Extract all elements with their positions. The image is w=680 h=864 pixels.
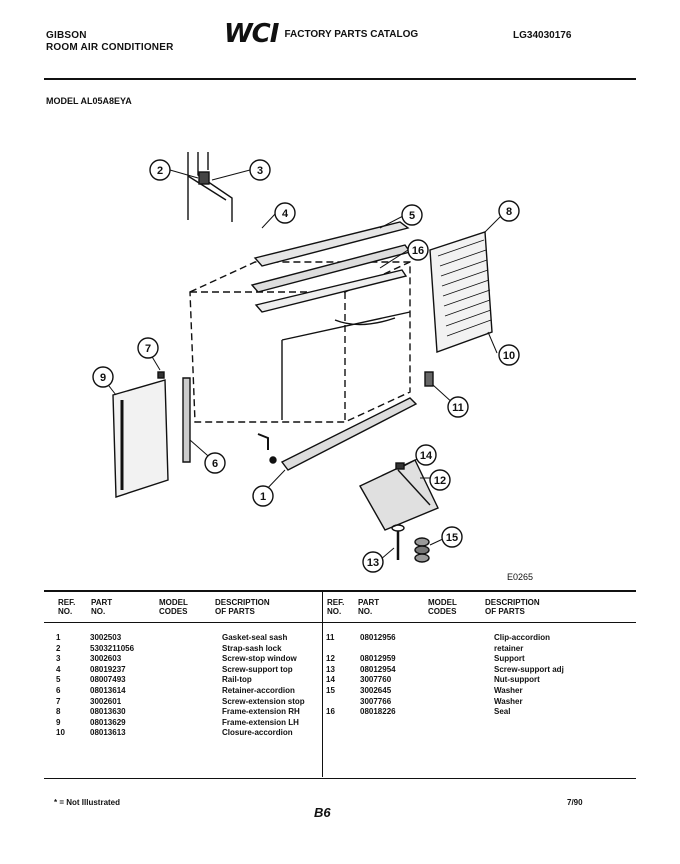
parts-cell-desc: Support [494,654,525,664]
parts-cell-desc: Nut-support [494,675,540,685]
table-top-rule [44,590,636,592]
parts-row [54,686,344,697]
retainer-accordion [183,378,190,462]
callout-number: 14 [419,450,433,462]
parts-cell-code [432,707,492,718]
col-head-ref-left: REF. NO. [58,598,76,616]
model-label: MODEL AL05A8EYA [46,96,132,106]
parts-cell-desc: Frame-extension RH [222,707,300,717]
stop-screw [158,372,164,378]
parts-row [54,633,344,644]
parts-cell-code [160,675,220,686]
parts-cell-part: 3007760 [360,675,392,685]
col-head-desc-left: DESCRIPTION OF PARTS [215,598,270,616]
parts-cell-code [160,728,220,739]
callout-7 [138,338,158,358]
product-name: ROOM AIR CONDITIONER [46,42,174,53]
parts-cell-ref [324,644,358,655]
parts-cell-code [432,686,492,697]
callout-14 [416,445,436,465]
col-head-model-right: MODEL CODES [428,598,457,616]
parts-cell-ref: 1 [56,633,61,642]
parts-cell-ref: 5 [56,675,61,685]
not-illustrated-note: * = Not Illustrated [54,798,121,807]
bottom-gasket [282,398,416,470]
callout-number: 6 [211,458,219,470]
parts-cell-part: 08012956 [360,633,396,642]
table-header-rule [44,622,636,623]
parts-row [54,707,344,718]
callout-number: 9 [99,372,107,384]
diagram-code: E0265 [507,572,534,582]
parts-cell-ref: 9 [56,717,61,727]
parts-row [324,675,596,686]
callout-number: 10 [502,350,516,362]
parts-cell-part: 08019237 [90,664,126,674]
table-bottom-rule [44,778,636,779]
parts-cell-desc: retainer [494,643,524,653]
top-rail [255,222,408,266]
callout-4 [275,203,295,223]
parts-row [324,644,596,655]
parts-cell-ref: 6 [56,685,61,695]
nut-stack-2 [415,546,429,554]
callout-12 [430,470,450,490]
parts-cell-desc: Screw-extension stop [222,696,305,706]
parts-cell-ref: 10 [56,728,65,738]
callout-number: 11 [452,402,464,414]
callout-number: 13 [366,557,380,569]
col-head-part-right: PART NO. [358,598,380,616]
mount-screw [270,457,276,463]
parts-cell-code [432,633,492,644]
page-number: B6 [314,805,331,820]
exploded-parts-diagram [0,130,680,590]
callout-number: 4 [281,208,289,220]
parts-cell-part: 3002603 [90,654,122,664]
callout-number: 3 [256,165,264,177]
parts-cell-desc: Screw-support adj [494,664,564,674]
parts-cell-code [432,675,492,686]
parts-cell-desc: Washer [494,685,523,695]
parts-table-left [54,633,344,739]
parts-cell-ref [324,697,358,708]
clip-accordion [425,372,433,386]
parts-cell-ref: 13 [326,664,335,674]
parts-row [54,697,344,708]
parts-cell-desc: Gasket-seal sash [222,633,288,642]
col-head-ref-right: REF. NO. [327,598,345,616]
cabinet-edges [190,262,410,422]
parts-cell-code [160,697,220,708]
col-head-desc-right: DESCRIPTION OF PARTS [485,598,540,616]
parts-cell-desc: Washer [494,696,523,706]
document-number: LG34030176 [513,30,572,41]
parts-cell-part: 08018226 [360,707,396,717]
parts-cell-ref: 14 [326,675,335,685]
revision-date: 7/90 [567,798,583,807]
parts-row [54,718,344,729]
callout-6 [205,453,225,473]
parts-cell-part: 08013630 [90,707,126,717]
callout-16 [408,240,428,260]
parts-row [324,686,596,697]
parts-cell-part [358,644,432,655]
parts-cell-code [432,654,492,665]
parts-cell-code [432,644,492,655]
callout-number: 8 [505,206,513,218]
parts-cell-code [432,665,492,676]
accordion-closure-right [430,232,492,352]
parts-cell-code [160,654,220,665]
parts-cell-desc: Screw-support top [222,664,293,674]
callout-5 [402,205,422,225]
parts-cell-ref: 4 [56,664,61,674]
callout-number: 15 [445,532,459,544]
parts-cell-part: 08013614 [90,685,126,695]
parts-cell-desc: Clip-accordion [494,633,551,642]
parts-row [54,654,344,665]
parts-table-right [324,633,596,718]
catalog-header [224,19,419,49]
callout-2 [150,160,170,180]
header-divider [44,78,636,80]
callout-11 [448,397,468,417]
parts-cell-part: 08007493 [90,675,126,685]
parts-cell-part: 08013613 [90,728,126,738]
parts-cell-code [160,686,220,697]
nut-stack-1 [415,538,429,546]
top-rail-lower [256,270,406,312]
callout-10 [499,345,519,365]
col-head-part-left: PART NO. [91,598,113,616]
callout-number: 12 [433,475,447,487]
parts-cell-ref: 16 [326,707,335,717]
brand-name: GIBSON [46,30,87,41]
callout-9 [93,367,113,387]
callout-8 [499,201,519,221]
parts-cell-ref: 3 [56,654,61,664]
callout-15 [442,527,462,547]
callout-number: 2 [156,165,164,177]
parts-cell-part: 08012954 [360,664,396,674]
parts-row [324,633,596,644]
parts-cell-ref: 8 [56,707,61,717]
parts-row [54,675,344,686]
window-frame [188,152,232,222]
parts-cell-desc: Retainer-accordion [222,685,295,695]
washer-part [392,525,404,531]
parts-cell-part: 3007766 [360,696,392,706]
parts-cell-code [160,644,220,655]
callout-number: 16 [411,245,425,257]
mount-tab [258,434,268,450]
parts-cell-ref: 15 [326,685,335,695]
parts-cell-part: 3002601 [90,696,122,706]
nut-stack-3 [415,554,429,562]
cabinet-inner [282,312,410,420]
parts-cell-ref: 2 [56,643,61,653]
parts-cell-desc: Strap-sash lock [222,643,282,653]
parts-cell-code [160,718,220,729]
callout-group [93,160,519,572]
parts-cell-desc: Rail-top [222,675,252,685]
parts-cell-ref: 12 [326,654,335,664]
parts-cell-desc: Seal [494,707,511,717]
parts-cell-code [160,707,220,718]
parts-cell-code [432,697,492,708]
parts-cell-ref: 7 [56,696,61,706]
sash-lock-part [199,172,209,184]
callout-number: 5 [408,210,416,222]
parts-row [54,728,344,739]
parts-cell-part: 3002645 [360,685,392,695]
parts-row [324,697,596,708]
catalog-title: FACTORY PARTS CATALOG [284,28,419,40]
parts-row [324,665,596,676]
parts-cell-desc: Closure-accordion [222,728,293,738]
callout-3 [250,160,270,180]
parts-row [54,644,344,655]
cabinet-outline [190,262,410,422]
parts-cell-part: 08013629 [90,717,126,727]
col-head-model-left: MODEL CODES [159,598,188,616]
parts-cell-part: 5303211056 [90,643,135,653]
wci-logo: WCI [224,19,279,49]
parts-row [324,707,596,718]
callout-number: 1 [259,491,267,503]
parts-cell-desc: Screw-stop window [222,654,297,664]
parts-cell-desc: Frame-extension LH [222,717,299,727]
parts-row [54,665,344,676]
nut-support [396,463,404,469]
callout-1 [253,486,273,506]
parts-cell-code [160,665,220,676]
parts-cell-code [160,633,220,644]
parts-cell-part: 3002503 [90,633,122,642]
brand-block [46,30,174,54]
top-seal [252,245,410,292]
parts-cell-ref: 11 [326,633,335,642]
parts-cell-part: 08012959 [360,654,396,664]
parts-row [324,654,596,665]
callout-number: 7 [144,343,152,355]
callout-13 [363,552,383,572]
